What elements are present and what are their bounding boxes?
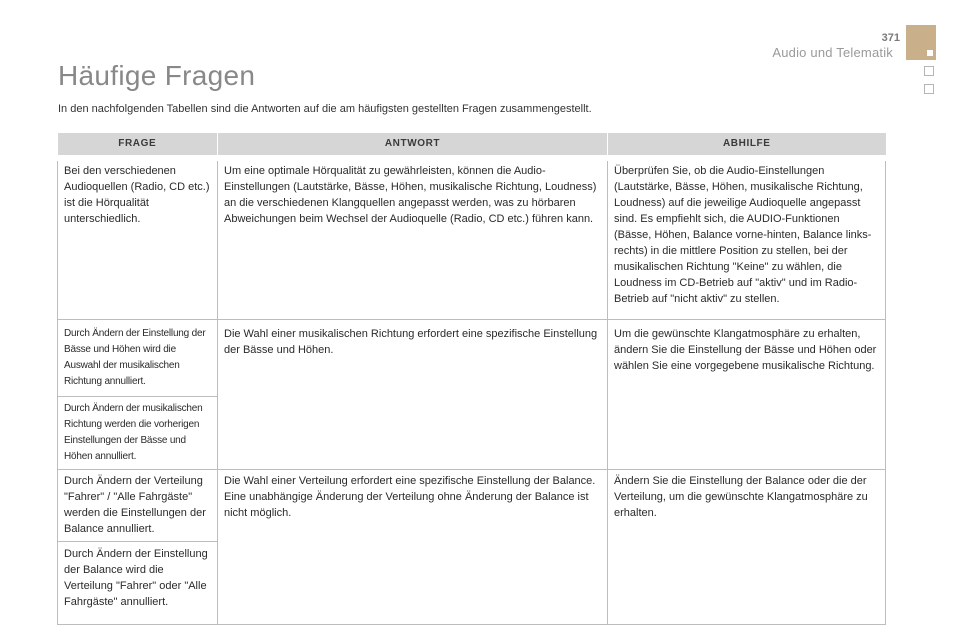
page-title: Häufige Fragen <box>58 60 256 91</box>
table-row <box>58 320 886 397</box>
remedy-cell: Ändern Sie die Einstellung der Balance oder die der Verteilung, um die gewünschte Klangatmosphäre zu erhalten. <box>608 470 886 625</box>
answer-cell: Um eine optimale Hörqualität zu gewährleisten, können die Audio-Einstellungen (Lautstärke, Bässe, Höhen, musikalische Richtung, Loudness) an die verschiedenen Klangquellen angepasst werden, was zu hörbaren Abweichungen beim Wechsel der Audioquelle (Radio, CD etc.) führen kann. <box>218 158 608 320</box>
table-header-row <box>58 133 886 158</box>
table-row <box>58 158 886 320</box>
faq-table <box>57 133 886 625</box>
column-header-frage: FRAGE <box>58 133 218 158</box>
answer-cell: Die Wahl einer musikalischen Richtung erfordert eine spezifische Einstellung der Bässe und Höhen. <box>218 320 608 470</box>
table-row <box>58 470 886 542</box>
question-cell-secondary: Durch Ändern der Einstellung der Balance wird die Verteilung "Fahrer" oder "Alle Fahrgäste" annulliert. <box>58 542 218 625</box>
intro-text: In den nachfolgenden Tabellen sind die Antworten auf die am häufigsten gestellten Fragen zusammengestellt. <box>58 103 592 115</box>
remedy-cell: Um die gewünschte Klangatmosphäre zu erhalten, ändern Sie die Einstellung der Bässe und Höhen oder wählen Sie eine vorgegebene musikalische Richtung. <box>608 320 886 470</box>
chapter-title: Audio und Telematik <box>772 45 893 60</box>
page-number: 371 <box>881 32 900 44</box>
question-cell: Durch Ändern der Verteilung "Fahrer" / "Alle Fahrgäste" werden die Einstellungen der Balance annulliert. <box>58 470 218 542</box>
chapter-tab-mark <box>927 50 933 56</box>
nav-square-2 <box>924 84 934 94</box>
remedy-cell: Überprüfen Sie, ob die Audio-Einstellungen (Lautstärke, Bässe, Höhen, musikalische Richtung, Loudness) auf die jeweilige Audioquelle angepasst sind. Es empfiehlt sich, die AUDIO-Funktionen (Bässe, Höhen, Balance vorne-hinten, Balance links-rechts) in die mittlere Position zu stellen, bei der musikalischen Richtung "Keine" zu wählen, die Loudness im CD-Betrieb auf "aktiv" und im Radio-Betrieb auf "nicht aktiv" zu stellen. <box>608 158 886 320</box>
answer-cell: Die Wahl einer Verteilung erfordert eine spezifische Einstellung der Balance. Eine unabhängige Änderung der Verteilung ohne Änderung der Balance ist nicht möglich. <box>218 470 608 625</box>
question-cell-secondary: Durch Ändern der musikalischen Richtung werden die vorherigen Einstellungen der Bässe und Höhen annulliert. <box>58 397 218 470</box>
chapter-tab <box>906 25 936 60</box>
nav-square-1 <box>924 66 934 76</box>
question-cell: Durch Ändern der Einstellung der Bässe und Höhen wird die Auswahl der musikalischen Richtung annulliert. <box>58 320 218 397</box>
column-header-antwort: ANTWORT <box>218 133 608 158</box>
question-cell: Bei den verschiedenen Audioquellen (Radio, CD etc.) ist die Hörqualität unterschiedlich. <box>58 158 218 320</box>
column-header-abhilfe: ABHILFE <box>608 133 886 158</box>
